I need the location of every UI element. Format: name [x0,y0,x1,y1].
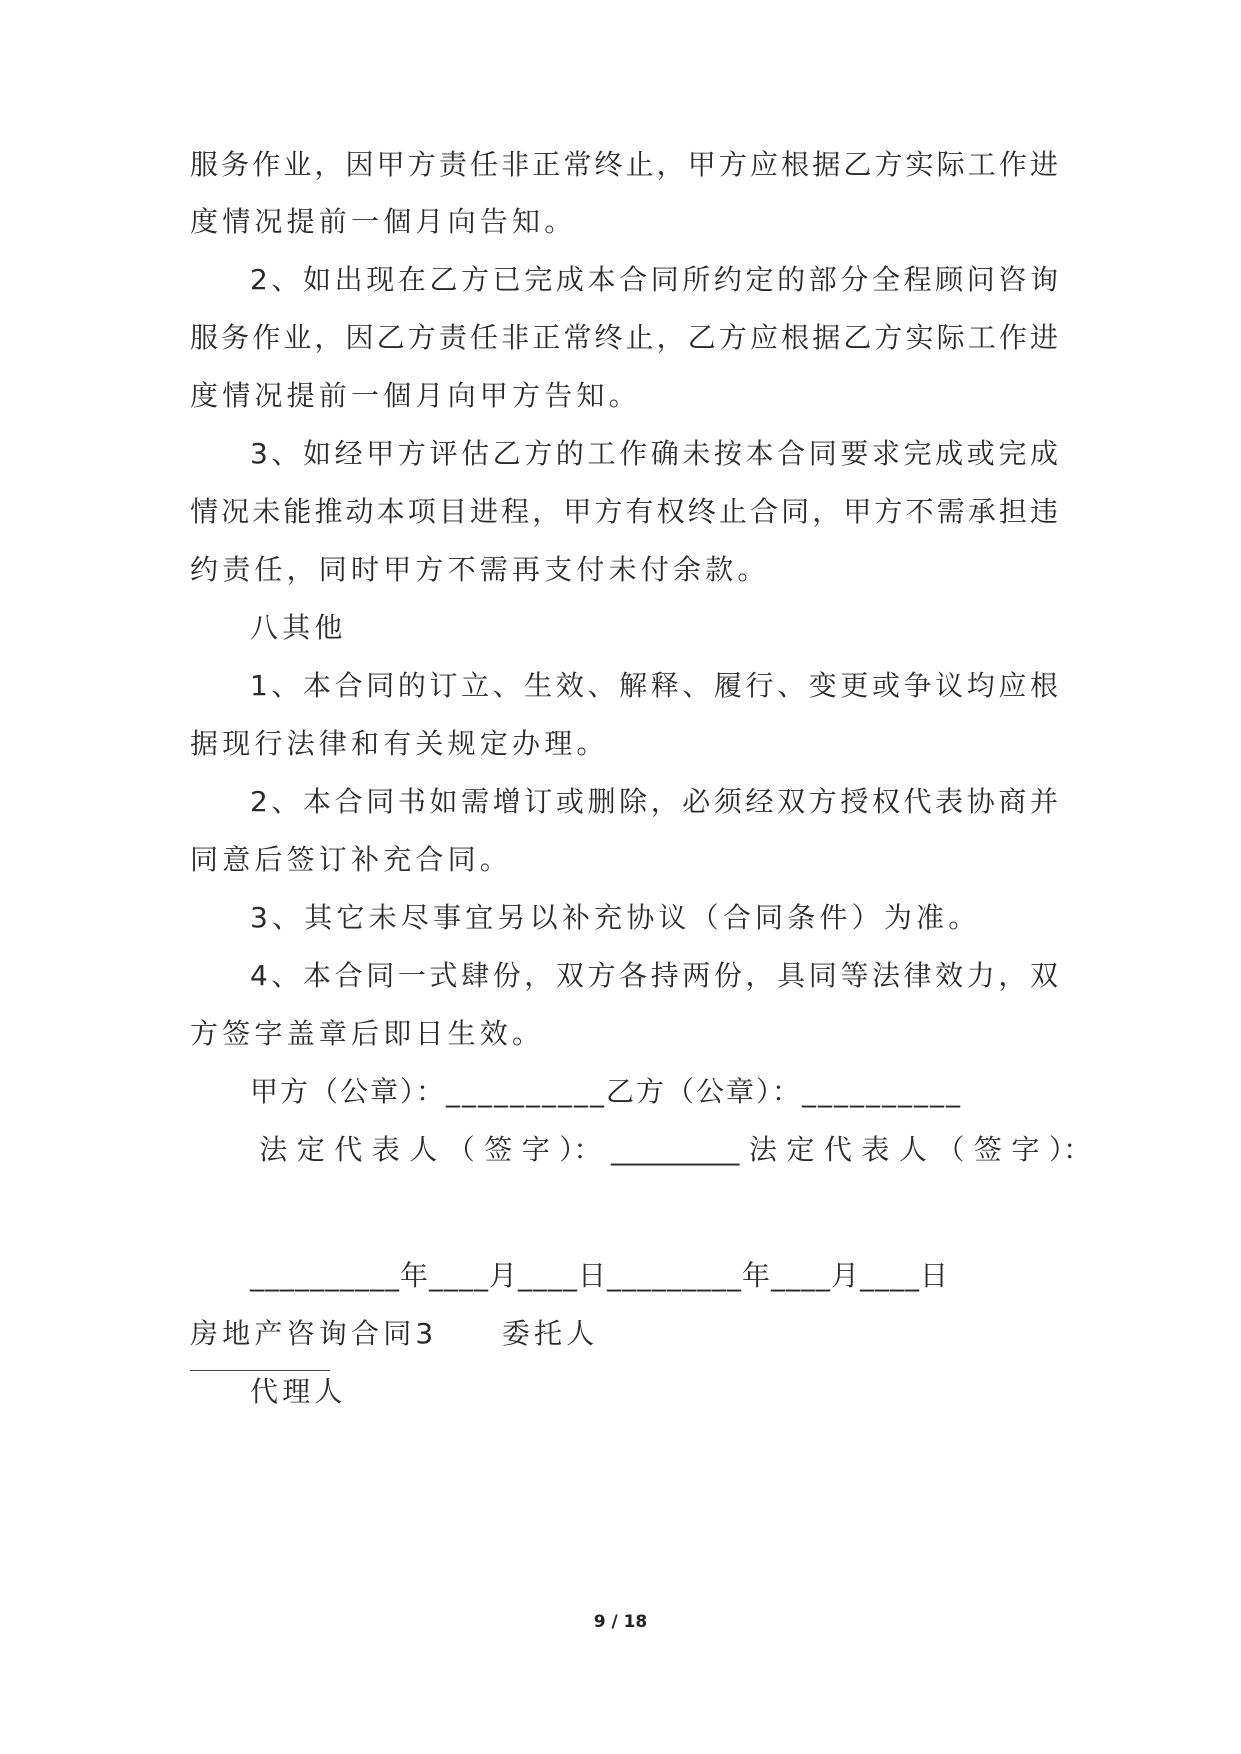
page-number: 9 / 18 [593,1612,648,1632]
clause-8-4-line: 4、本合同一式肆份，双方各持两份，具同等法律效力，双 [250,959,1058,992]
paragraph-line: 度情况提前一個月向甲方告知。 [190,379,641,412]
signature-underline [190,1370,330,1371]
contract-title-line: 房地产咨询合同3 委托人 [190,1317,599,1350]
paragraph-line: 同意后签订补充合同。 [190,843,513,876]
representative-line: 法 定 代 表 人 （ 签 字 ）： _________ 法 定 代 表 人 （ 签 字 ）： [250,1133,1092,1166]
clause-8-3-line: 3、其它未尽事宜另以补充协议（合同条件）为准。 [250,901,981,934]
paragraph-line: 据现行法律和有关规定办理。 [190,727,609,760]
clause-8-2-line: 2、本合同书如需增订或删除，必须经双方授权代表协商并 [250,785,1058,818]
paragraph-line: 方签字盖章后即日生效。 [190,1017,545,1050]
paragraph-line: 度情况提前一個月向告知。 [190,205,577,238]
clause-7-2-line: 2、如出现在乙方已完成本合同所约定的部分全程顾问咨询 [250,263,1058,296]
date-line: __________年____月____日_________年____月____日 [250,1259,950,1292]
paragraph-line: 服务作业，因甲方责任非正常终止，甲方应根据乙方实际工作进 [190,148,1058,181]
paragraph-line: 情况未能推动本项目进程，甲方有权终止合同，甲方不需承担违 [190,495,1058,528]
clause-7-3-line: 3、如经甲方评估乙方的工作确未按本合同要求完成或完成 [250,437,1058,470]
paragraph-line: 约责任，同时甲方不需再支付未付余款。 [190,553,770,586]
seal-line: 甲方（公章）：__________乙方（公章）：__________ [250,1075,963,1108]
paragraph-line: 服务作业，因乙方责任非正常终止，乙方应根据乙方实际工作进 [190,321,1058,354]
clause-8-1-line: 1、本合同的订立、生效、解释、履行、变更或争议均应根 [250,669,1058,702]
section-heading: 八其他 [250,611,347,644]
agent-line: 代理人 [250,1375,347,1408]
